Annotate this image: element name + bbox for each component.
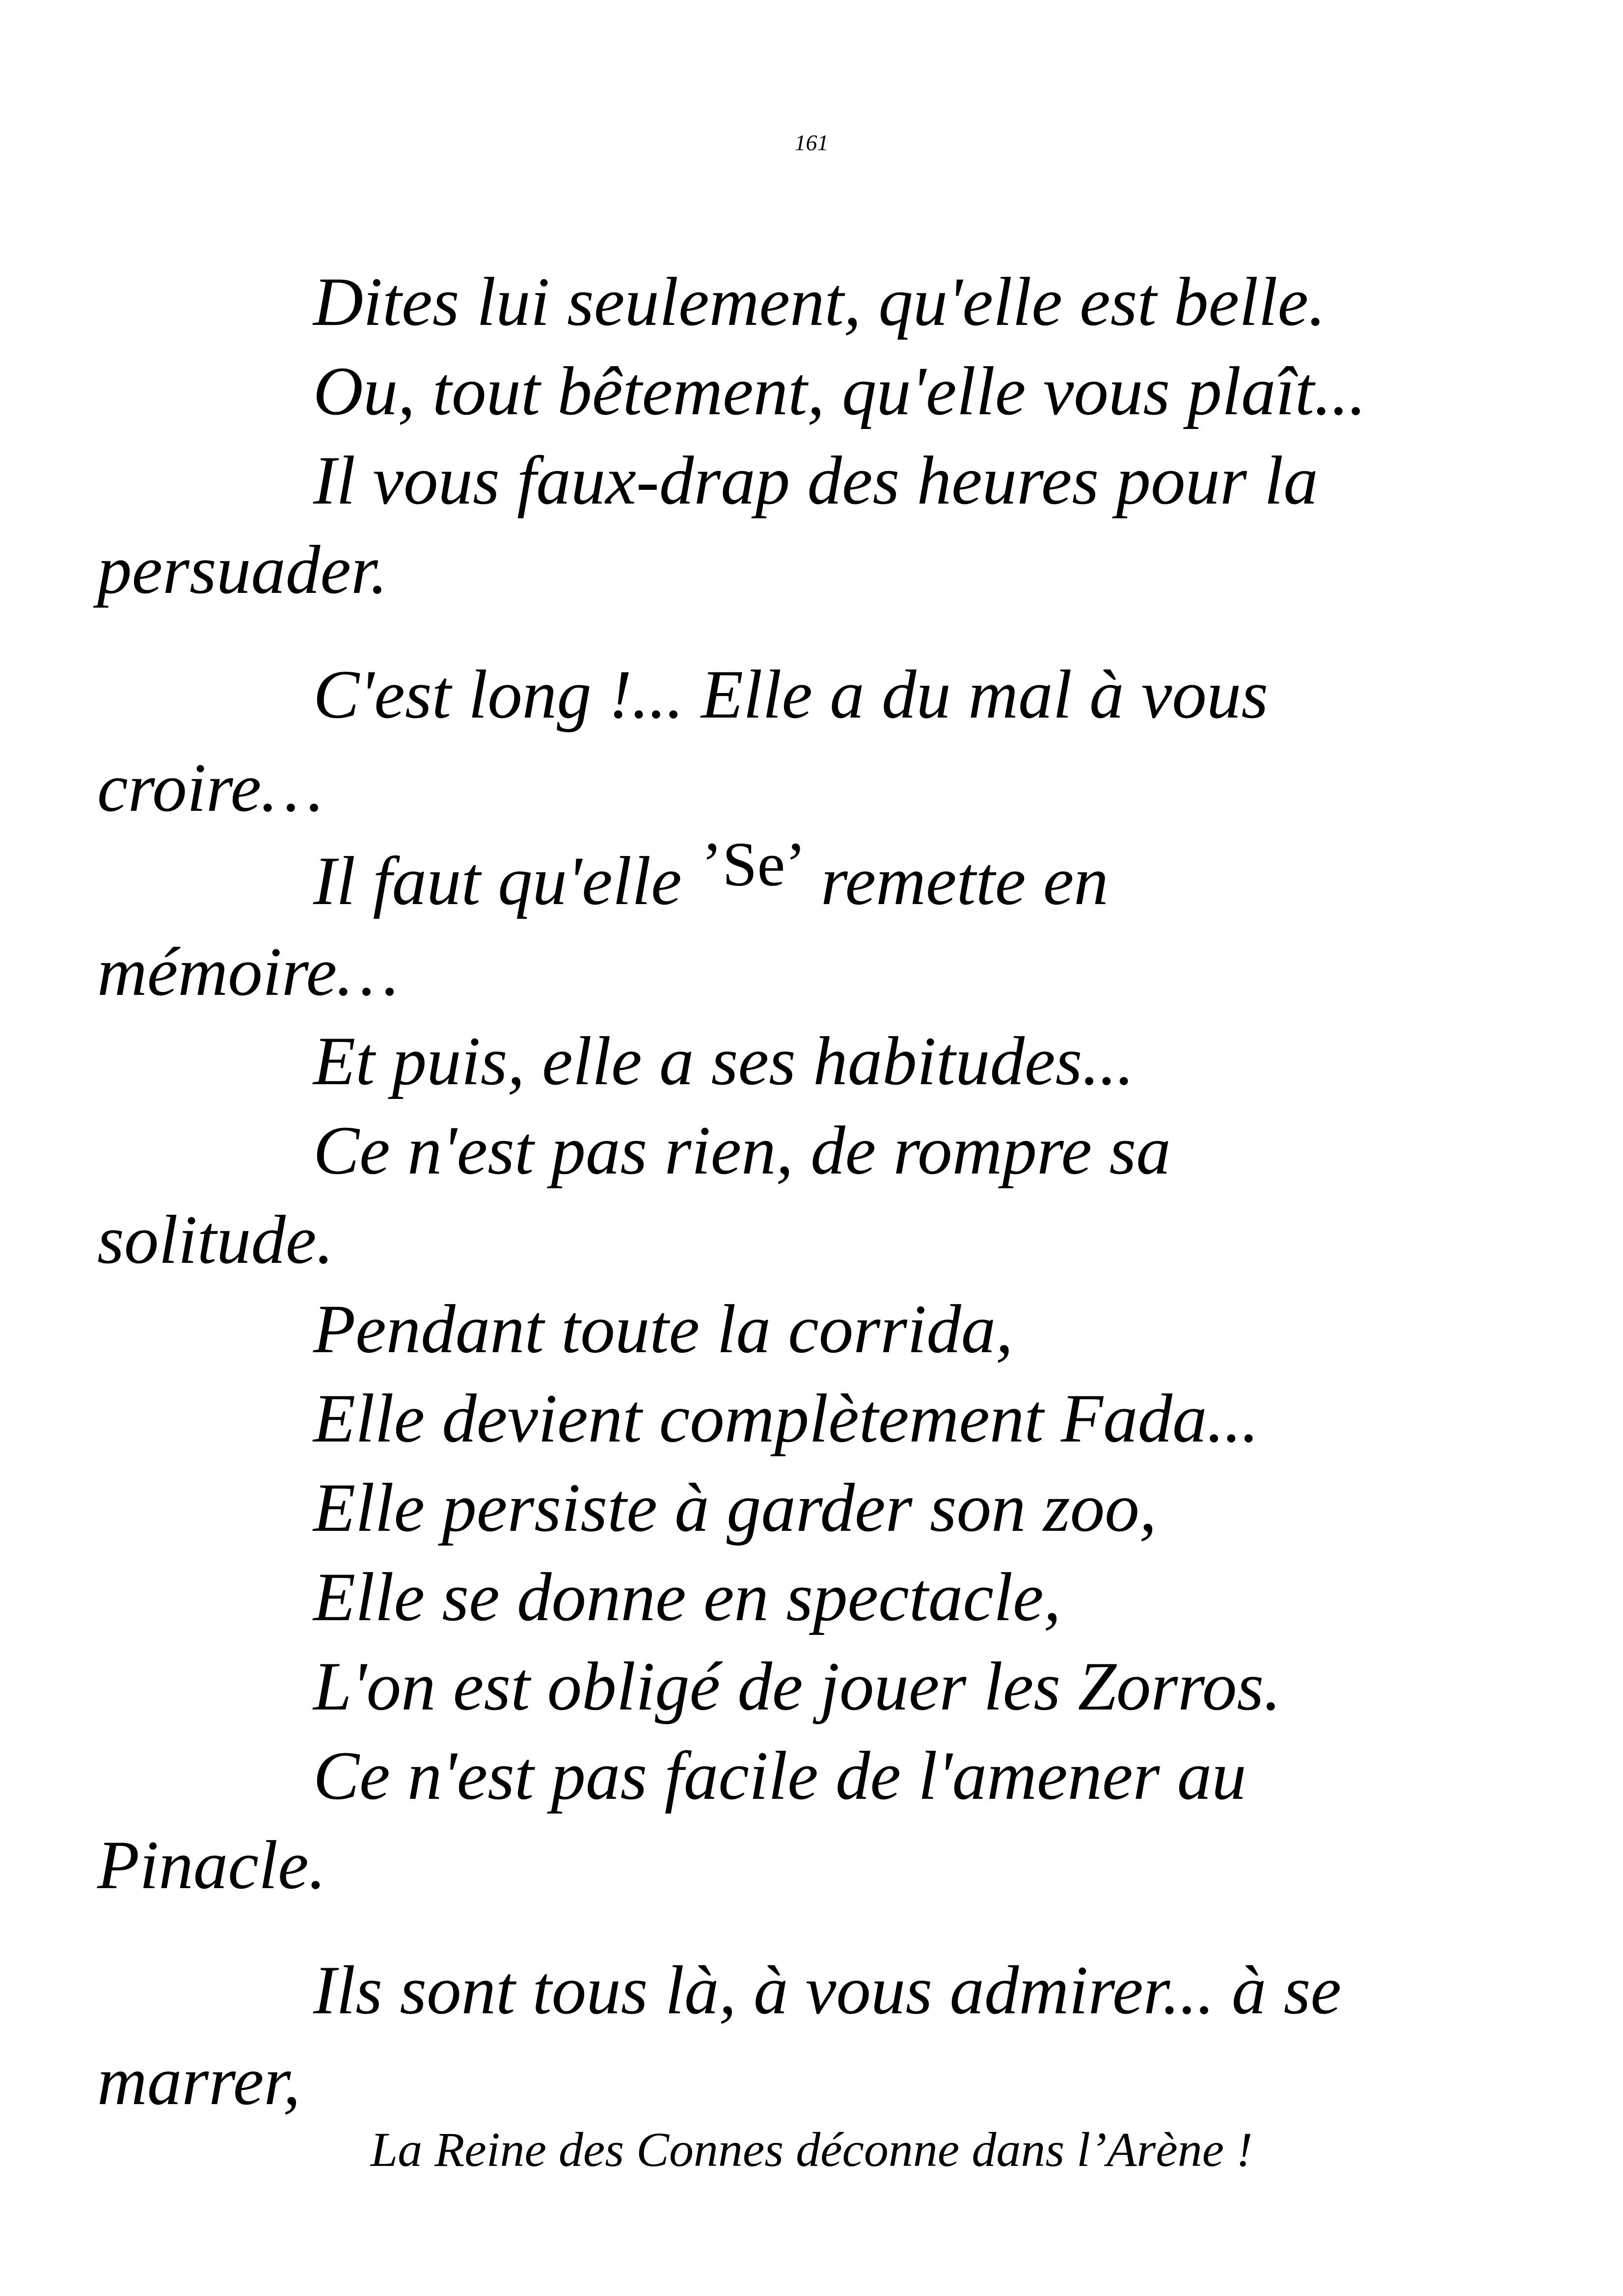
poem-line: marrer, <box>97 2043 300 2119</box>
raised-word: ’Se’ <box>701 829 806 899</box>
poem-line: Pendant toute la corrida, <box>313 1291 1013 1367</box>
poem-line: Pinacle. <box>97 1827 326 1903</box>
poem-line: croire… <box>97 749 323 826</box>
poem-line-part: Il faut qu'elle <box>313 843 682 919</box>
poem-line: C'est long !... Elle a du mal à vous <box>313 656 1269 733</box>
poem-line: Ce n'est pas rien, de rompre sa <box>313 1112 1171 1189</box>
poem-line <box>313 829 1109 919</box>
poem-line: Elle persiste à garder son zoo, <box>313 1469 1157 1546</box>
poem-line: Elle se donne en spectacle, <box>313 1559 1061 1635</box>
poem-line: Ce n'est pas facile de l'amener au <box>313 1737 1246 1814</box>
poem-line-part: remette en <box>820 843 1109 919</box>
running-footer: La Reine des Connes déconne dans l’Arène ! <box>370 2122 1253 2177</box>
poem-line: Et puis, elle a ses habitudes... <box>313 1023 1135 1099</box>
poem-line: Dites lui seulement, qu'elle est belle. <box>313 264 1326 340</box>
poem-line: persuader. <box>97 532 388 608</box>
poem-line: Il vous faux-drap des heures pour la <box>313 442 1318 519</box>
poem-line: L'on est obligé de jouer les Zorros. <box>313 1648 1281 1725</box>
poem-line: Ils sont tous là, à vous admirer... à se <box>313 1952 1342 2029</box>
poem-line: Elle devient complètement Fada... <box>313 1380 1259 1457</box>
poem-line: mémoire… <box>97 934 399 1010</box>
poem-line: solitude. <box>97 1201 334 1278</box>
poem-line: Ou, tout bêtement, qu'elle vous plaît... <box>313 353 1366 429</box>
page-number: 161 <box>794 130 829 155</box>
